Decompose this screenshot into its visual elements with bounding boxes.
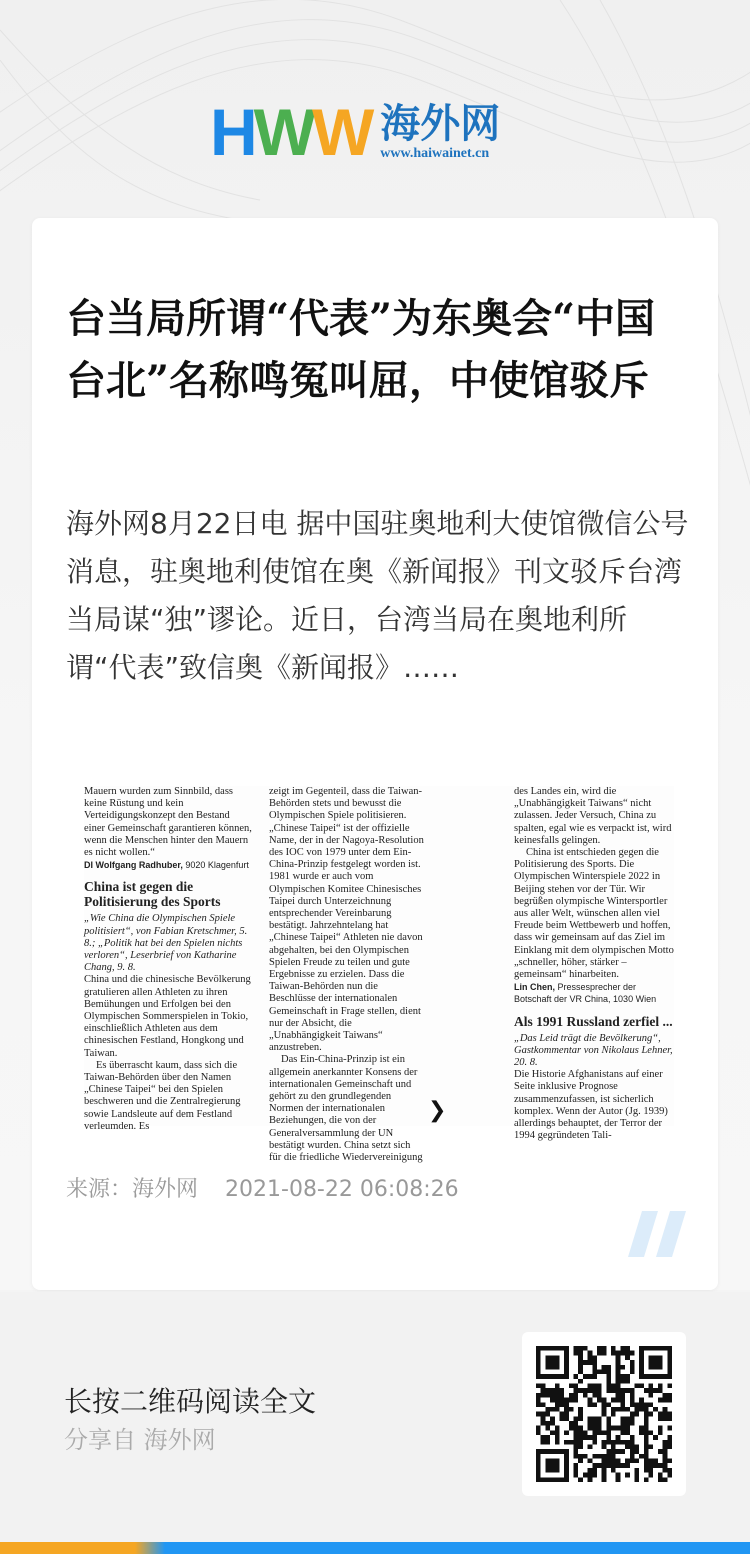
news-col3-heading: Als 1991 Russland zerfiel ...: [514, 1013, 673, 1029]
news-col3-body2: China ist entschieden gegen die Politisierung des Sports. Die Olympischen Winterspiele 2022 in Beijing stehen vor der Tür. Wir begrüßen olympische Wintersportler aus aller Welt, wünschen allen viel Freude beim Wettbewerb und hoffen, dass wir gemeinsam auf das Ziel im Einklang mit dem olympischen Motto „schneller, höher, stärker – gemeinsam“ hinarbeiten.: [514, 847, 674, 981]
newspaper-column-1: [84, 786, 252, 1133]
next-image-arrow-icon[interactable]: ❯: [428, 1098, 447, 1123]
news-col1-body2: Es überrascht kaum, dass sich die Taiwan-Behörden über den Namen „Chinese Taipei“ bei den Spielen beschweren und die Zentralregierung sowie Landsleute auf dem Festland verleumden. Es: [84, 1059, 241, 1132]
share-source: 分享自 海外网: [64, 1426, 216, 1454]
news-col1-heading: China ist gegen die Politisierung des Sports: [84, 879, 221, 910]
article-summary: 海外网8月22日电 据中国驻奥地利大使馆微信公号消息，驻奥地利使馆在奥《新闻报》刊文驳斥台湾当局谋“独”谬论。近日，台湾当局在奥地利所谓“代表”致信奥《新闻报》……: [66, 507, 689, 684]
logo-url: www.haiwainet.cn: [380, 146, 490, 161]
source-label: 来源：海外网: [66, 1177, 199, 1202]
read-full-prompt: 长按二维码阅读全文: [64, 1385, 317, 1418]
news-col2-body2: Das Ein-China-Prinzip ist ein allgemein anerkannter Konsens der internationalen Gemeinschaft und gehört zu den grundlegenden Normen der internationalen Beziehungen, die von der Generalversammlung der UN bestätigt wurden. China setzt sich für die friedliche Wiedervereinigung: [269, 1054, 423, 1164]
newspaper-clipping-image[interactable]: [84, 786, 674, 1164]
news-col3-body: des Landes ein, wird die „Unabhängigkeit Taiwans“ nicht zulassen. Jeder Versuch, China zu spalten, egal wie es verpackt ist, wird keinesfalls gelingen.: [514, 786, 672, 846]
bottom-accent-bar: [0, 1542, 750, 1554]
news-col2-body: zeigt im Gegenteil, dass die Taiwan-Behörden stets und bewusst die Olympischen Spiele politisieren. „Chinese Taipei“ ist der offizielle Name, der in der Nagoya-Resolution des IOC von 1979 unter dem Ein-China-Prinzip festgelegt worden ist. 1981 wurde er auch vom Olympischen Komitee Chinesisches Taipei durch Unterzeichnung entsprechender Vereinbarung bestätigt. Jahrzehntelang hat „Chinese Taipei“ Athleten nie davon abgehalten, bei den Olympischen Spielen Freude zu teilen und gute Ergebnisse zu erzielen. Dass die Taiwan-Behörden nun die Beschlüsse der internationalen Gemeinschaft in Frage stellen, dient nur der Absicht, die „Unabhängigkeit Taiwans“ anzustreben.: [269, 786, 424, 1054]
logo-hww: HWW: [210, 95, 371, 169]
news-col1-byline: DI Wolfgang Radhuber, 9020 Klagenfurt: [84, 860, 249, 871]
news-col1-text: Mauern wurden zum Sinnbild, dass keine Rüstung und kein Verteidigungskonzept den Bestand einer Gemeinschaft garantieren können, wenn die Menschen hinter den Mauern es nicht wollen.“: [84, 786, 252, 859]
newspaper-column-3: [514, 786, 674, 1142]
newspaper-column-2: [269, 786, 424, 1164]
article-source: [66, 1172, 479, 1203]
logo-cn-name: 海外网: [380, 100, 501, 147]
news-col3-ref: „Das Leid trägt die Bevölkerung“, Gastkommentar von Nikolaus Lehner, 20. 8.: [514, 1032, 673, 1069]
publish-datetime: 2021-08-22 06:08:26: [225, 1177, 459, 1202]
article-card: [32, 218, 718, 1290]
share-footer: [0, 1292, 750, 1542]
news-col3-body3: Die Historie Afghanistans auf einer Seite inklusive Prognose zusammenzufassen, ist sicherlich komplex. Wenn der Autor (Jg. 1939) allerdings behauptet, der Terror der 1994 gegründeten Tali-: [514, 1069, 668, 1142]
news-col3-byline: Lin Chen, Pressesprecher der Botschaft der VR China, 1030 Wien: [514, 982, 657, 1005]
qr-code[interactable]: [522, 1332, 686, 1496]
news-col1-body: China und die chinesische Bevölkerung gratulieren allen Athleten zu ihren Bemühungen und Erfolgen bei den Olympischen Sommerspielen in Tokio, einschließlich Athleten aus dem chinesischen Festland, Hongkong und Taiwan.: [84, 974, 251, 1059]
news-col1-ref: „Wie China die Olympischen Spiele politisiert“, von Fabian Kretschmer, 5. 8.; „Politik hat bei den Spielen nichts verloren“, Leserbrief von Katharine Chang, 9. 8.: [84, 913, 248, 974]
quote-slash-icon: [628, 1211, 688, 1261]
article-title: 台当局所谓“代表”为东奥会“中国台北”名称鸣冤叫屈，中使馆驳斥: [66, 295, 656, 404]
site-logo: [210, 95, 501, 169]
